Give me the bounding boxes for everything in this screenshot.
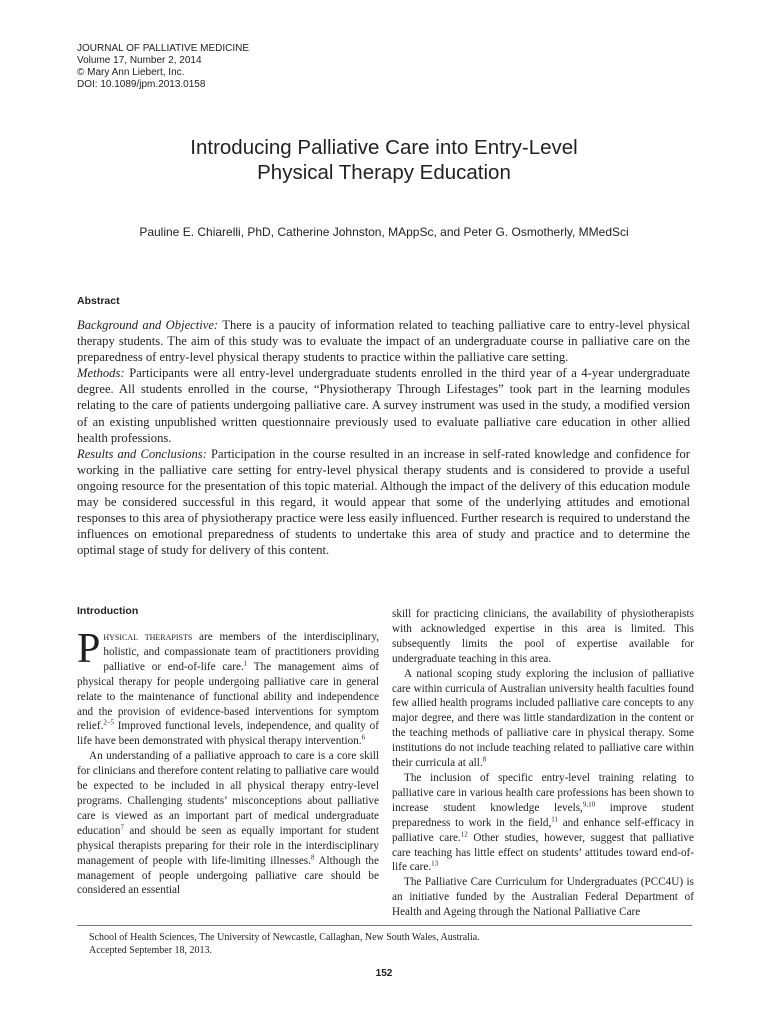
citation-superscript: 9,10	[582, 800, 596, 809]
citation-superscript: 12	[460, 829, 468, 838]
intro-paragraph-6: The Palliative Care Curriculum for Undergraduates (PCC4U) is an initiative funded by the Australian Federal Department of Health and Ageing through the National Palliative Care	[392, 876, 694, 919]
title-line-1: Introducing Palliative Care into Entry-Level	[190, 136, 578, 159]
abstract-methods	[77, 365, 690, 445]
citation-superscript: 2–5	[103, 718, 114, 727]
intro-paragraph-3: skill for practicing clinicians, the availability of physiotherapists with acknowledged expertise in this area is limited. This subsequently limits the pool of expertise available for undergraduate teaching in this area.	[392, 608, 694, 665]
lead-in-small-caps: hysical therapists	[103, 631, 193, 643]
intro-p2-text-a: An understanding of a palliative approach to care is a core skill for clinicians and therefore content relating to palliative care would be expected to be included in all physical therapy entry-level programs. Challenging students’ misconceptions about palliative care is viewed as an important part of medical undergraduate education	[77, 750, 379, 837]
citation-superscript: 7	[120, 823, 124, 832]
right-column	[392, 607, 694, 920]
citation-superscript: 8	[482, 755, 487, 764]
abstract-heading: Abstract	[77, 295, 120, 307]
journal-doi: DOI: 10.1089/jpm.2013.0158	[77, 79, 206, 90]
affiliation-note: School of Health Sciences, The University of Newcastle, Callaghan, New South Wales, Australia.	[89, 932, 480, 943]
intro-p5-text-a: The inclusion of specific entry-level training relating to palliative care in various health care professions has been shown to increase student knowledge levels,	[392, 771, 694, 814]
abstract-background	[77, 317, 690, 365]
intro-p5-text-b: improve student preparedness to work in the field,	[392, 801, 694, 829]
methods-label: Methods:	[77, 366, 125, 381]
methods-text: Participants were all entry-level undergraduate students enrolled in the third year of a 4-year undergraduate degree. All students enrolled in the course, “Physiotherapy Through Lifestages” took part in the learning modules relating to the care of patients undergoing palliative care. A survey instrument was used in the study, a modified version of an existing unpublished written questionnaire previously used to evaluate palliative care education in other allied health professions.	[77, 366, 690, 445]
citation-superscript: 8	[310, 852, 315, 861]
drop-cap: P	[77, 626, 101, 672]
journal-name: JOURNAL OF PALLIATIVE MEDICINE	[77, 43, 250, 54]
title-line-2: Physical Therapy Education	[257, 161, 511, 184]
footnote	[89, 932, 480, 957]
journal-volume: Volume 17, Number 2, 2014	[77, 55, 202, 66]
results-label: Results and Conclusions:	[77, 446, 207, 461]
introduction-heading: Introduction	[77, 605, 139, 617]
intro-p5-text-c: and enhance self-efficacy in palliative care.	[392, 816, 694, 844]
results-text: Participation in the course resulted in an increase in self-rated knowledge and confidence for working in the palliative care setting for entry-level physical therapy students and is considered to provide a useful ongoing resource for the presentation of this topic material. Although the impact of the delivery of this education module may be considered successful in this regard, it would appear that some of the underlying attitudes and emotional responses to this area of physiotherapy practice were less easily influenced. Further research is required to understand the influences on emotional preparedness of students to undertake this area of study and practice and to determine the optimal stage of study for delivery of this content.	[77, 446, 690, 558]
intro-p2-text-c: Although the management of people undergoing palliative care should be considered an essential	[77, 854, 379, 897]
intro-p5-text-d: Other studies, however, suggest that palliative care teaching has little effect on students’ attitudes toward end-of-life care.	[392, 831, 694, 874]
intro-p1-text-b: The management aims of physical therapy for people undergoing palliative care in general relate to the maintenance of functional ability and independence and the provision of evidence-based interventions for symptom relief.	[77, 660, 379, 733]
accepted-date: Accepted September 18, 2013.	[89, 944, 213, 956]
intro-p4-text: A national scoping study exploring the inclusion of palliative care within curricula of Australian university health faculties found few allied health programs included palliative care concepts to any major degree, and there was little standardization in the content or the teaching methods of palliative care in physical therapy. Some institutions do not include teaching related to palliative care within their curricula at all.	[392, 667, 694, 770]
intro-paragraph-1	[77, 626, 380, 749]
journal-copyright: © Mary Ann Liebert, Inc.	[77, 67, 185, 78]
abstract-results	[77, 446, 690, 559]
article-title	[0, 135, 768, 185]
journal-header	[77, 43, 249, 91]
intro-p1-text-a: are members of the interdisciplinary, holistic, and compassionate team of practitioners providing palliative or end-of-life care.	[103, 631, 380, 673]
footnote-divider	[77, 925, 692, 926]
background-text: There is a paucity of information related to teaching palliative care to entry-level physical therapy students. The aim of this study was to evaluate the impact of an undergraduate course in palliative care on the preparedness of entry-level physical therapy students to practice within the palliative care setting.	[77, 318, 691, 365]
author-list: Pauline E. Chiarelli, PhD, Catherine Johnston, MAppSc, and Peter G. Osmotherly, MMedSci	[139, 225, 629, 239]
abstract-body	[77, 317, 690, 558]
left-column	[77, 626, 380, 898]
intro-p1-text-c: Improved functional levels, independence, and quality of life have been demonstrated with physical therapy intervention.	[77, 720, 379, 748]
citation-superscript: 6	[361, 733, 366, 742]
background-label: Background and Objective:	[77, 318, 219, 332]
citation-superscript: 1	[243, 659, 248, 668]
citation-superscript: 13	[431, 859, 439, 868]
intro-paragraph-2	[77, 749, 379, 898]
intro-paragraph-4	[392, 667, 694, 771]
page-number: 152	[375, 968, 393, 979]
intro-p2-text-b: and should be seen as equally important for student physical therapists preparing for their role in the interdisciplinary management of people with life-limiting illnesses.	[77, 824, 379, 867]
intro-paragraph-5	[392, 771, 694, 875]
citation-superscript: 11	[551, 814, 558, 823]
